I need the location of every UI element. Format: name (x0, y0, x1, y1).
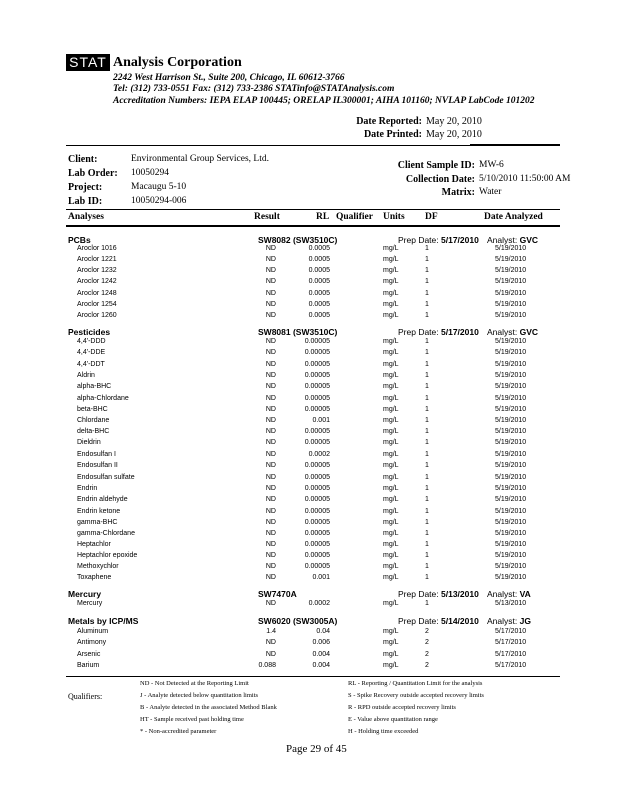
prep-date-value: 5/17/2010 (441, 235, 479, 245)
table-row: Chlordane ND 0.001 mg/L 1 5/19/2010 (77, 417, 527, 424)
collection-date-value: 5/10/2010 11:50:00 AM (479, 174, 571, 184)
column-result: Result (254, 212, 280, 222)
table-row: delta-BHC ND 0.00005 mg/L 1 5/19/2010 (77, 428, 527, 435)
date-reported-label: Date Reported: (356, 116, 422, 127)
qualifier-rl: RL - Reporting / Quantitation Limit for the analysis (348, 680, 483, 687)
table-row: alpha-BHC ND 0.00005 mg/L 1 5/19/2010 (77, 383, 527, 390)
qualifiers-divider (66, 676, 560, 677)
column-df: DF (425, 212, 438, 222)
company-address: 2242 West Harrison St., Suite 200, Chicago, IL 60612-3766 (113, 73, 345, 83)
project-value: Macaugu 5-10 (131, 182, 187, 192)
qualifier-r: R - RPD outside accepted recovery limits (348, 704, 456, 711)
analyst-label: Analyst: (487, 589, 518, 599)
table-row: Endrin aldehyde ND 0.00005 mg/L 1 5/19/2010 (77, 496, 527, 503)
table-row: Dieldrin ND 0.00005 mg/L 1 5/19/2010 (77, 439, 527, 446)
client-value: Environmental Group Services, Ltd. (131, 154, 269, 164)
lab-id-label: Lab ID: (68, 196, 103, 207)
qualifier-asterisk: * - Non-accredited parameter (140, 728, 217, 735)
table-row: gamma-BHC ND 0.00005 mg/L 1 5/19/2010 (77, 519, 527, 526)
client-label: Client: (68, 154, 98, 165)
table-row: Endosulfan sulfate ND 0.00005 mg/L 1 5/19/2010 (77, 474, 527, 481)
table-row: Heptachlor ND 0.00005 mg/L 1 5/19/2010 (77, 541, 527, 548)
client-sample-id-value: MW-6 (479, 160, 504, 170)
prep-date-value: 5/17/2010 (441, 327, 479, 337)
table-row: Mercury ND 0.0002 mg/L 1 5/13/2010 (77, 600, 527, 607)
column-analyses: Analyses (68, 212, 104, 222)
project-label: Project: (68, 182, 103, 193)
table-row: Methoxychlor ND 0.00005 mg/L 1 5/19/2010 (77, 563, 527, 570)
column-rl: RL (316, 212, 330, 222)
analyst-value: VA (519, 589, 531, 599)
client-sample-id-label: Client Sample ID: (397, 160, 475, 171)
column-units: Units (383, 212, 405, 222)
table-row: 4,4'-DDD ND 0.00005 mg/L 1 5/19/2010 (77, 338, 527, 345)
qualifier-b: B - Analyte detected in the associated Method Blank (140, 704, 277, 711)
analyst-label: Analyst: (487, 327, 518, 337)
qualifier-nd: ND - Not Detected at the Reporting Limit (140, 680, 249, 687)
analyst-label: Analyst: (487, 616, 518, 626)
table-row: Aluminum 1.4 0.04 mg/L 2 5/17/2010 (77, 628, 527, 635)
company-name: Analysis Corporation (113, 55, 242, 70)
table-row: Aroclor 1248 ND 0.0005 mg/L 1 5/19/2010 (77, 290, 527, 297)
qualifier-ht: HT - Sample received past holding time (140, 716, 244, 723)
section-method: SW6020 (SW3005A) (258, 616, 338, 626)
analyst-value: GVC (519, 327, 539, 337)
analyst-label: Analyst: (487, 235, 518, 245)
table-row: Aldrin ND 0.00005 mg/L 1 5/19/2010 (77, 372, 527, 379)
column-header-bottom-rule (66, 225, 560, 227)
qualifier-s: S - Spike Recovery outside accepted recovery limits (348, 692, 484, 699)
table-row: Aroclor 1016 ND 0.0005 mg/L 1 5/19/2010 (77, 245, 527, 252)
table-row: Aroclor 1232 ND 0.0005 mg/L 1 5/19/2010 (77, 267, 527, 274)
table-row: Aroclor 1260 ND 0.0005 mg/L 1 5/19/2010 (77, 312, 527, 319)
lab-order-label: Lab Order: (68, 168, 118, 179)
prep-date-value: 5/13/2010 (441, 589, 479, 599)
analyst-value: GVC (519, 235, 539, 245)
section-method: SW7470A (258, 589, 297, 599)
prep-date-value: 5/14/2010 (441, 616, 479, 626)
table-row: Aroclor 1221 ND 0.0005 mg/L 1 5/19/2010 (77, 256, 527, 263)
accreditation-numbers: Accreditation Numbers: IEPA ELAP 100445; ORELAP IL300001; AIHA 101160; NVLAP LabCode 101202 (113, 96, 535, 106)
lab-order-value: 10050294 (131, 168, 169, 178)
column-qualifier: Qualifier (336, 212, 373, 222)
lab-id-value: 10050294-006 (131, 196, 187, 206)
table-row: Endosulfan II ND 0.00005 mg/L 1 5/19/2010 (77, 462, 527, 469)
table-row: Endosulfan I ND 0.0002 mg/L 1 5/19/2010 (77, 451, 527, 458)
qualifiers-label: Qualifiers: (68, 692, 103, 701)
page-number: Page 29 of 45 (286, 743, 347, 755)
table-row: beta-BHC ND 0.00005 mg/L 1 5/19/2010 (77, 406, 527, 413)
table-row: alpha-Chlordane ND 0.00005 mg/L 1 5/19/2010 (77, 395, 527, 402)
table-row: gamma-Chlordane ND 0.00005 mg/L 1 5/19/2010 (77, 530, 527, 537)
table-row: 4,4'-DDT ND 0.00005 mg/L 1 5/19/2010 (77, 361, 527, 368)
column-header-top-rule (66, 209, 560, 210)
prep-date-label: Prep Date: (398, 616, 439, 626)
header-divider-thick (470, 144, 560, 146)
analyst-value: JG (519, 616, 531, 626)
section-title: Metals by ICP/MS (68, 616, 139, 626)
stat-logo: STAT (66, 54, 110, 71)
table-row: Arsenic ND 0.004 mg/L 2 5/17/2010 (77, 651, 527, 658)
date-printed-label: Date Printed: (363, 129, 422, 140)
prep-date-label: Prep Date: (398, 327, 439, 337)
table-row: Aroclor 1254 ND 0.0005 mg/L 1 5/19/2010 (77, 301, 527, 308)
date-printed-value: May 20, 2010 (426, 129, 482, 140)
table-row: Heptachlor epoxide ND 0.00005 mg/L 1 5/19/2010 (77, 552, 527, 559)
section-method: SW8081 (SW3510C) (258, 327, 338, 337)
collection-date-label: Collection Date: (405, 174, 475, 185)
table-row: Barium 0.088 0.004 mg/L 2 5/17/2010 (77, 662, 527, 669)
section-title: Mercury (68, 589, 102, 599)
prep-date-label: Prep Date: (398, 589, 439, 599)
table-row: Endrin ketone ND 0.00005 mg/L 1 5/19/2010 (77, 508, 527, 515)
table-row: Antimony ND 0.006 mg/L 2 5/17/2010 (77, 639, 527, 646)
section-title: Pesticides (68, 327, 111, 337)
section-title: PCBs (68, 235, 91, 245)
section-method: SW8082 (SW3510C) (258, 235, 338, 245)
matrix-value: Water (479, 187, 502, 197)
table-row: Toxaphene ND 0.001 mg/L 1 5/19/2010 (77, 574, 527, 581)
table-row: Aroclor 1242 ND 0.0005 mg/L 1 5/19/2010 (77, 278, 527, 285)
date-reported-value: May 20, 2010 (426, 116, 482, 127)
company-contact: Tel: (312) 733-0551 Fax: (312) 733-2386 STATinfo@STATAnalysis.com (113, 84, 395, 94)
qualifier-h: H - Holding time exceeded (348, 728, 419, 735)
table-row: Endrin ND 0.00005 mg/L 1 5/19/2010 (77, 485, 527, 492)
matrix-label: Matrix: (441, 187, 475, 198)
table-row: 4,4'-DDE ND 0.00005 mg/L 1 5/19/2010 (77, 349, 527, 356)
prep-date-label: Prep Date: (398, 235, 439, 245)
qualifier-e: E - Value above quantitation range (348, 716, 438, 723)
column-date-analyzed: Date Analyzed (484, 212, 543, 222)
qualifier-j: J - Analyte detected below quantitation limits (140, 692, 259, 699)
